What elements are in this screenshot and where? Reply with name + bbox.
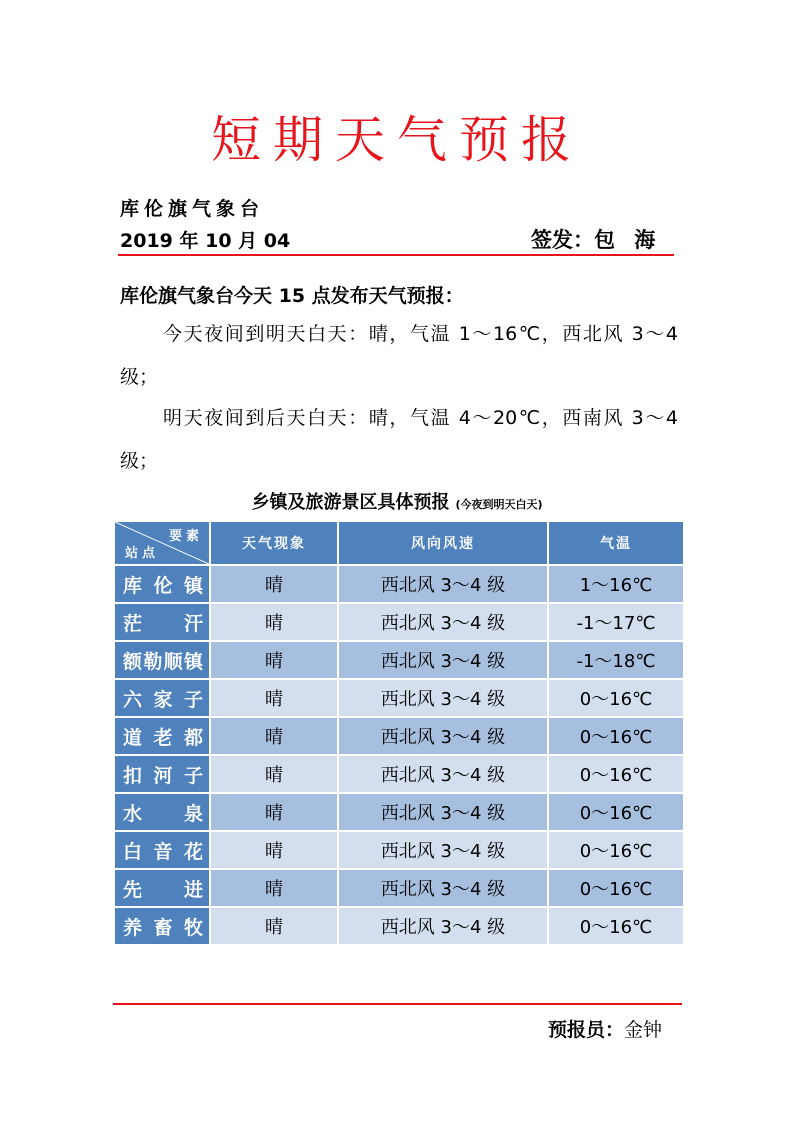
temp-cell: 0～16℃	[548, 755, 684, 793]
corner-bottom-label: 站点	[125, 546, 160, 561]
signer-name: 包 海	[594, 228, 662, 252]
weather-cell: 晴	[210, 907, 338, 945]
wind-cell: 西北风 3～4 级	[338, 793, 548, 831]
table-title	[0, 488, 794, 514]
temp-cell: 1～16℃	[548, 565, 684, 603]
station-cell: 道老都	[114, 717, 210, 755]
issuer: 库伦旗气象台	[120, 198, 265, 220]
table-row	[114, 793, 684, 831]
table-header-row	[114, 521, 684, 565]
temp-cell: 0～16℃	[548, 831, 684, 869]
wind-cell: 西北风 3～4 级	[338, 641, 548, 679]
signer-label: 签发：	[531, 228, 594, 252]
table-row	[114, 831, 684, 869]
wind-cell: 西北风 3～4 级	[338, 831, 548, 869]
column-header-weather: 天气现象	[210, 521, 338, 565]
wind-cell: 西北风 3～4 级	[338, 565, 548, 603]
table-row	[114, 641, 684, 679]
station-cell: 六家子	[114, 679, 210, 717]
footer-divider	[113, 1003, 682, 1005]
page-title: 短期天气预报	[211, 111, 583, 169]
forecaster	[548, 1015, 662, 1042]
table-row	[114, 565, 684, 603]
station-cell: 白音花	[114, 831, 210, 869]
station-cell: 额勒顺镇	[114, 641, 210, 679]
weather-cell: 晴	[210, 679, 338, 717]
weather-cell: 晴	[210, 869, 338, 907]
signer	[531, 224, 661, 254]
station-cell: 茫 汗	[114, 603, 210, 641]
column-header-wind: 风向风速	[338, 521, 548, 565]
weather-cell: 晴	[210, 755, 338, 793]
table-row	[114, 603, 684, 641]
table-row	[114, 907, 684, 945]
table-row	[114, 717, 684, 755]
wind-cell: 西北风 3～4 级	[338, 869, 548, 907]
table-title-text: 乡镇及旅游景区具体预报	[251, 492, 450, 513]
station-cell: 扣河子	[114, 755, 210, 793]
temp-cell: 0～16℃	[548, 679, 684, 717]
weather-cell: 晴	[210, 717, 338, 755]
weather-cell: 晴	[210, 641, 338, 679]
wind-cell: 西北风 3～4 级	[338, 717, 548, 755]
forecaster-name: 金钟	[624, 1019, 663, 1041]
weather-cell: 晴	[210, 831, 338, 869]
station-cell: 养畜牧	[114, 907, 210, 945]
temp-cell: 0～16℃	[548, 717, 684, 755]
corner-top-label: 要素	[168, 529, 203, 544]
forecast-lead: 库伦旗气象台今天 15 点发布天气预报：	[120, 285, 464, 307]
table-row	[114, 869, 684, 907]
table-title-note: (今夜到明天白天)	[455, 498, 543, 511]
station-cell: 水 泉	[114, 793, 210, 831]
column-header-temp: 气温	[548, 521, 684, 565]
forecaster-label: 预报员：	[548, 1019, 625, 1041]
temp-cell: -1～18℃	[548, 641, 684, 679]
header-divider	[118, 254, 674, 256]
weather-cell: 晴	[210, 603, 338, 641]
temp-cell: 0～16℃	[548, 869, 684, 907]
forecast-table	[113, 520, 685, 946]
issue-date: 2019 年 10 月 04	[120, 230, 291, 252]
station-cell: 库伦镇	[114, 565, 210, 603]
temp-cell: -1～17℃	[548, 603, 684, 641]
table-row	[114, 679, 684, 717]
temp-cell: 0～16℃	[548, 907, 684, 945]
forecast-paragraph-1: 今天夜间到明天白天：晴，气温 1～16℃，西北风 3～4 级；	[120, 323, 678, 388]
table-row	[114, 755, 684, 793]
forecast-paragraph-2: 明天夜间到后天白天：晴，气温 4～20℃，西南风 3～4 级；	[120, 407, 678, 472]
weather-cell: 晴	[210, 793, 338, 831]
weather-cell: 晴	[210, 565, 338, 603]
wind-cell: 西北风 3～4 级	[338, 907, 548, 945]
station-cell: 先 进	[114, 869, 210, 907]
temp-cell: 0～16℃	[548, 793, 684, 831]
wind-cell: 西北风 3～4 级	[338, 755, 548, 793]
corner-header-cell	[114, 521, 210, 565]
wind-cell: 西北风 3～4 级	[338, 679, 548, 717]
wind-cell: 西北风 3～4 级	[338, 603, 548, 641]
